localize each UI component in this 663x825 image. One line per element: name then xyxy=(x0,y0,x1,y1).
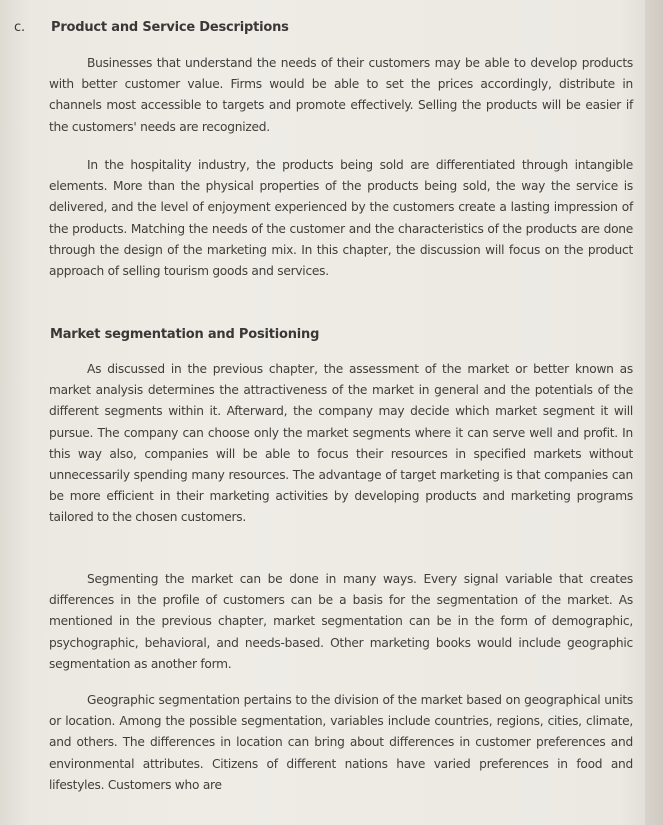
paragraph-market-analysis: As discussed in the previous chapter, the assessment of the market or better known as market analysis determines the attractiveness of the market in general and the potentials of the different segments within it. Afterward, the company may decide which market segment it will pursue. The company can choose only the market segments where it can serve well and profit. In this way also, companies will be able to focus their resources in specified markets without unnecessarily spending many resources. The advantage of target marketing is that companies can be more efficient in their marketing activities by developing products and marketing programs tailored to the chosen customers. xyxy=(49,362,633,525)
section-title: Product and Service Descriptions xyxy=(51,20,289,35)
subsection-heading: Market segmentation and Positioning xyxy=(50,327,320,342)
paragraph-geographic-segmentation: Geographic segmentation pertains to the division of the market based on geographical units or location. Among the possible segmentation, variables include countries, regions, cities, climate, and others. The differences in location can bring about differences in customer preferences and environmental attributes. Citizens of different nations have varied preferences in food and lifestyles. Customers who are xyxy=(49,693,633,792)
paragraph-customer-value: Businesses that understand the needs of their customers may be able to develop products with better customer value. Firms would be able to set the prices accordingly, distribute in channels most accessible to targets and promote effectively. Selling the products will be easier if the customers' needs are recognized. xyxy=(49,56,633,134)
paragraph-hospitality-products: In the hospitality industry, the products being sold are differentiated through intangible elements. More than the physical properties of the products being sold, the way the service is delivered, and the level of enjoyment experienced by the customers create a lasting impression of the products. Matching the needs of the customer and the characteristics of the products are done through the design of the marketing mix. In this chapter, the discussion will focus on the product approach of selling tourism goods and services. xyxy=(49,158,633,279)
section-heading xyxy=(14,20,289,35)
paragraph-segmenting-market: Segmenting the market can be done in many ways. Every signal variable that creates differences in the profile of customers can be a basis for the segmentation of the market. As mentioned in the previous chapter, market segmentation can be in the form of demographic, psychographic, behavioral, and needs-based. Other marketing books would include geographic segmentation as another form. xyxy=(49,572,633,671)
page-edge xyxy=(645,0,663,825)
section-letter: c. xyxy=(14,20,25,35)
